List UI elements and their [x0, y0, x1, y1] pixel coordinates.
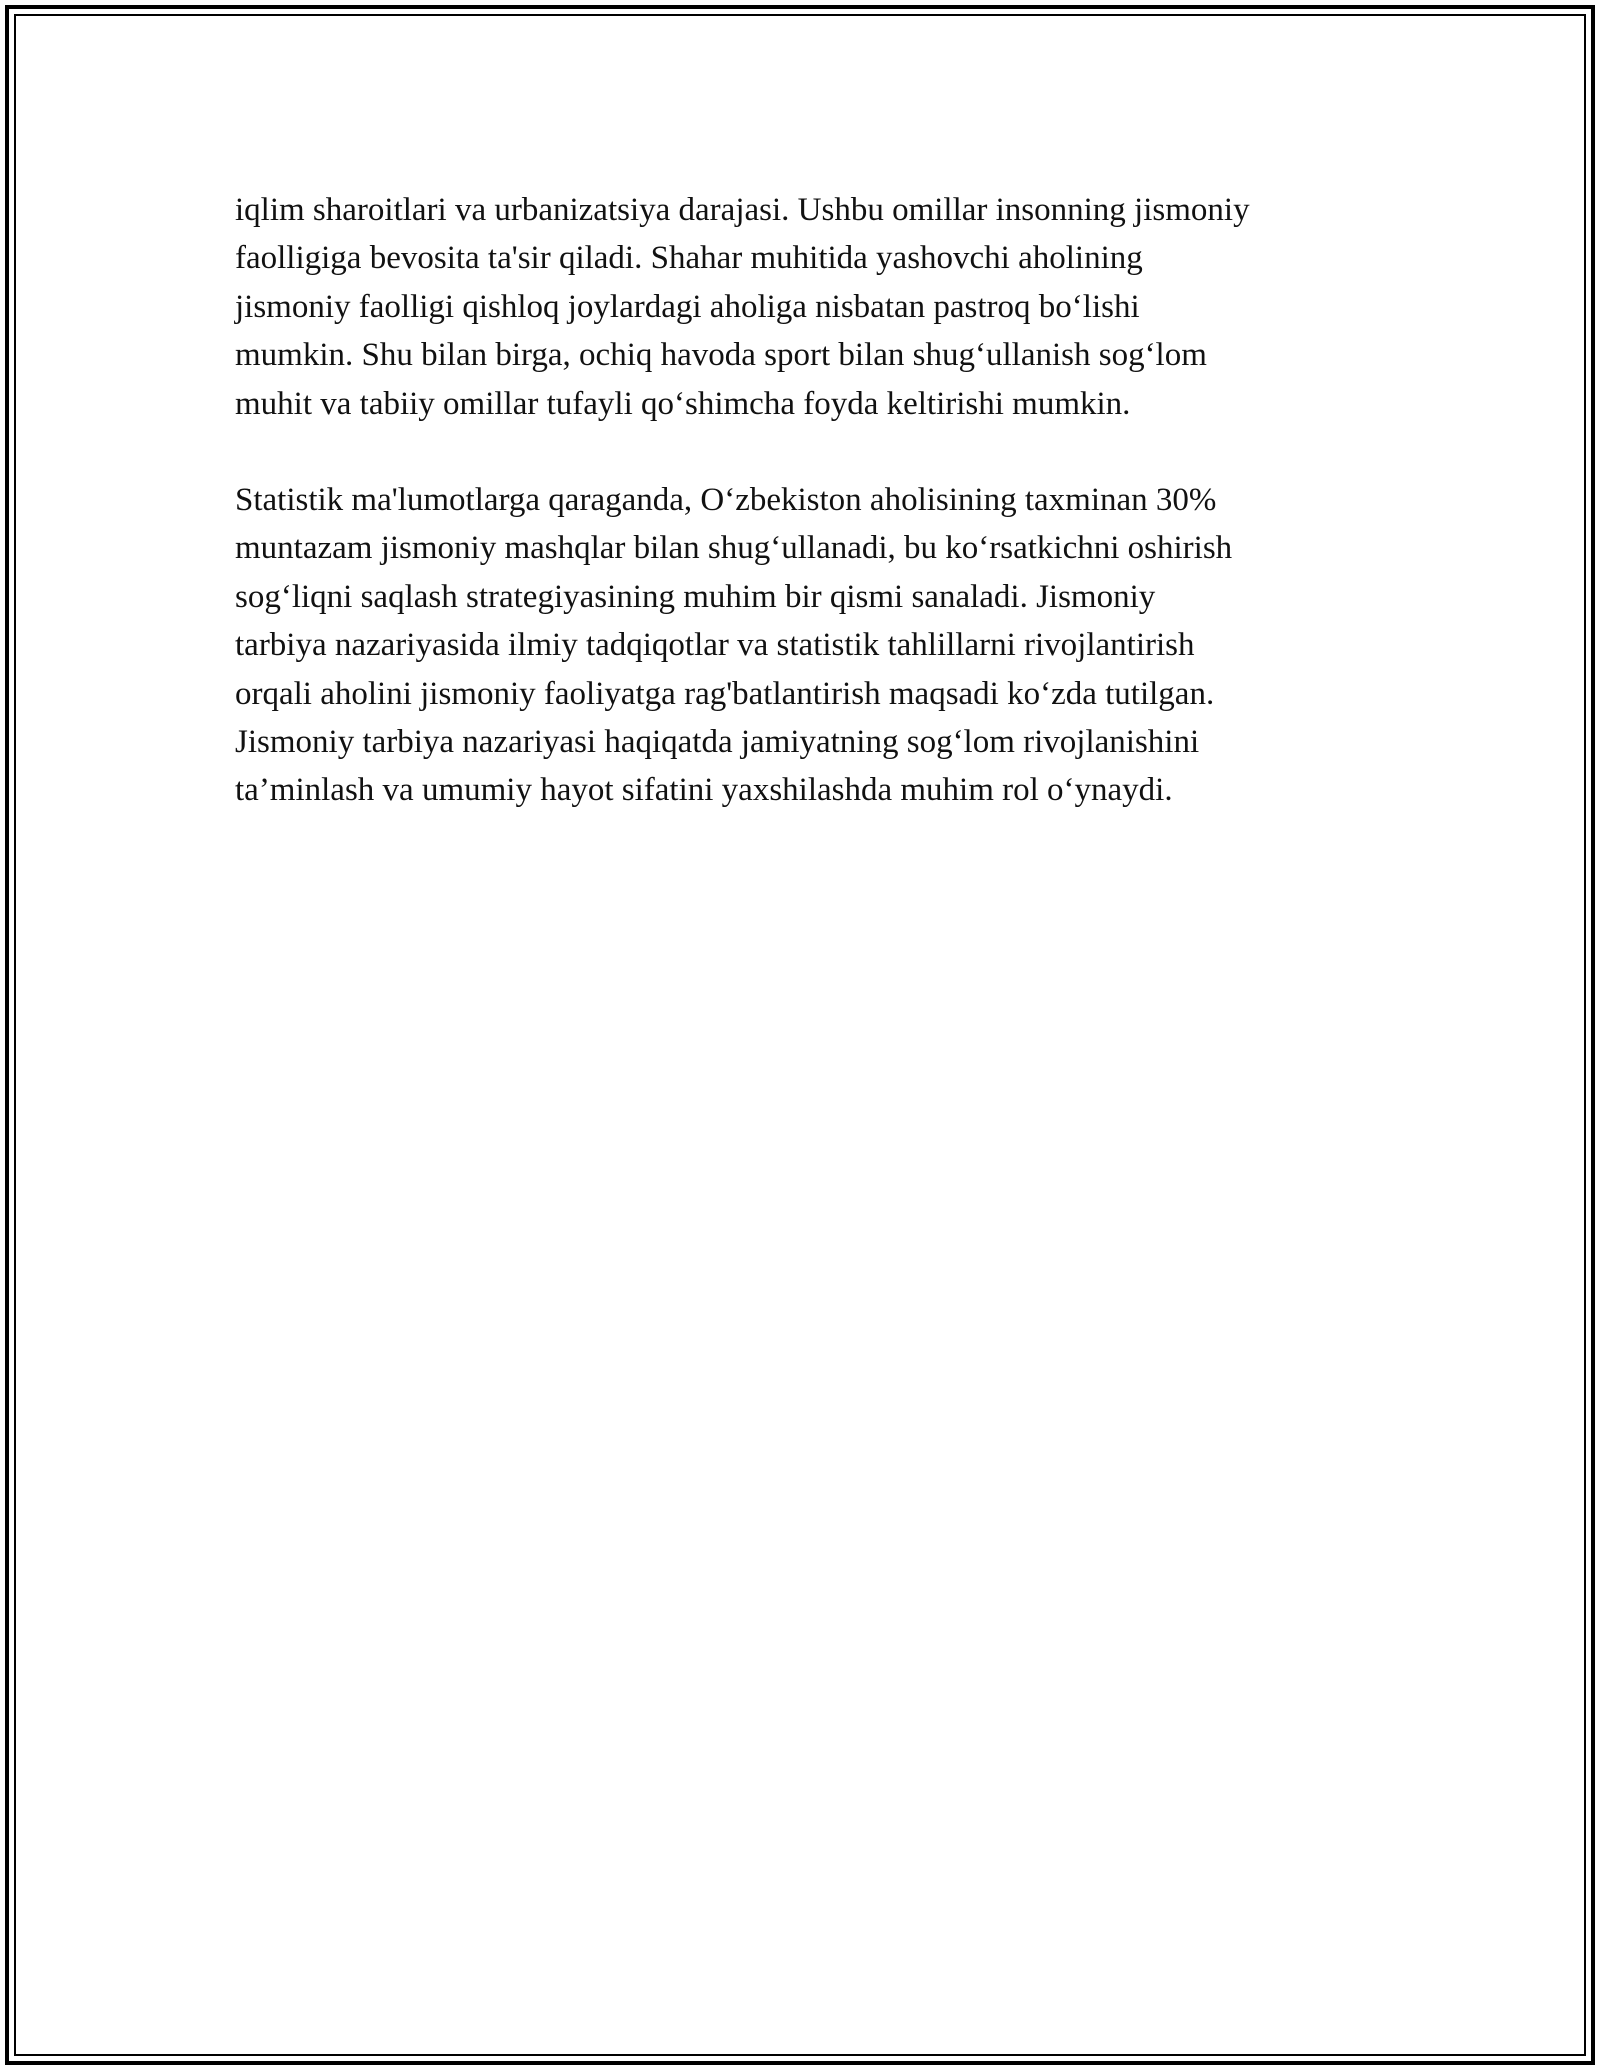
document-body: [235, 186, 1375, 815]
paragraph-2: Statistik ma'lumotlarga qaraganda, O‘zbekiston aholisining taxminan 30% muntazam jismoniy mashqlar bilan shug‘ullanadi, bu ko‘rsatkichni oshirish sog‘liqni saqlash strategiyasining muhim bir qismi sanaladi. Jismoniy tarbiya nazariyasida ilmiy tadqiqotlar va statistik tahlillarni rivojlantirish orqali aholini jismoniy faoliyatga rag'batlantirish maqsadi ko‘zda tutilgan. Jismoniy tarbiya nazariyasi haqiqatda jamiyatning sog‘lom rivojlanishini ta’minlash va umumiy hayot sifatini yaxshilashda muhim rol o‘ynaydi.: [235, 482, 1233, 809]
paragraph-1: iqlim sharoitlari va urbanizatsiya darajasi. Ushbu omillar insonning jismoniy faolligiga bevosita ta'sir qiladi. Shahar muhitida yashovchi aholining jismoniy faolligi qishloq joylardagi aholiga nisbatan pastroq bo‘lishi mumkin. Shu bilan birga, ochiq havoda sport bilan shug‘ullanish sog‘lom muhit va tabiiy omillar tufayli qo‘shimcha foyda keltirishi mumkin.: [235, 192, 1250, 422]
